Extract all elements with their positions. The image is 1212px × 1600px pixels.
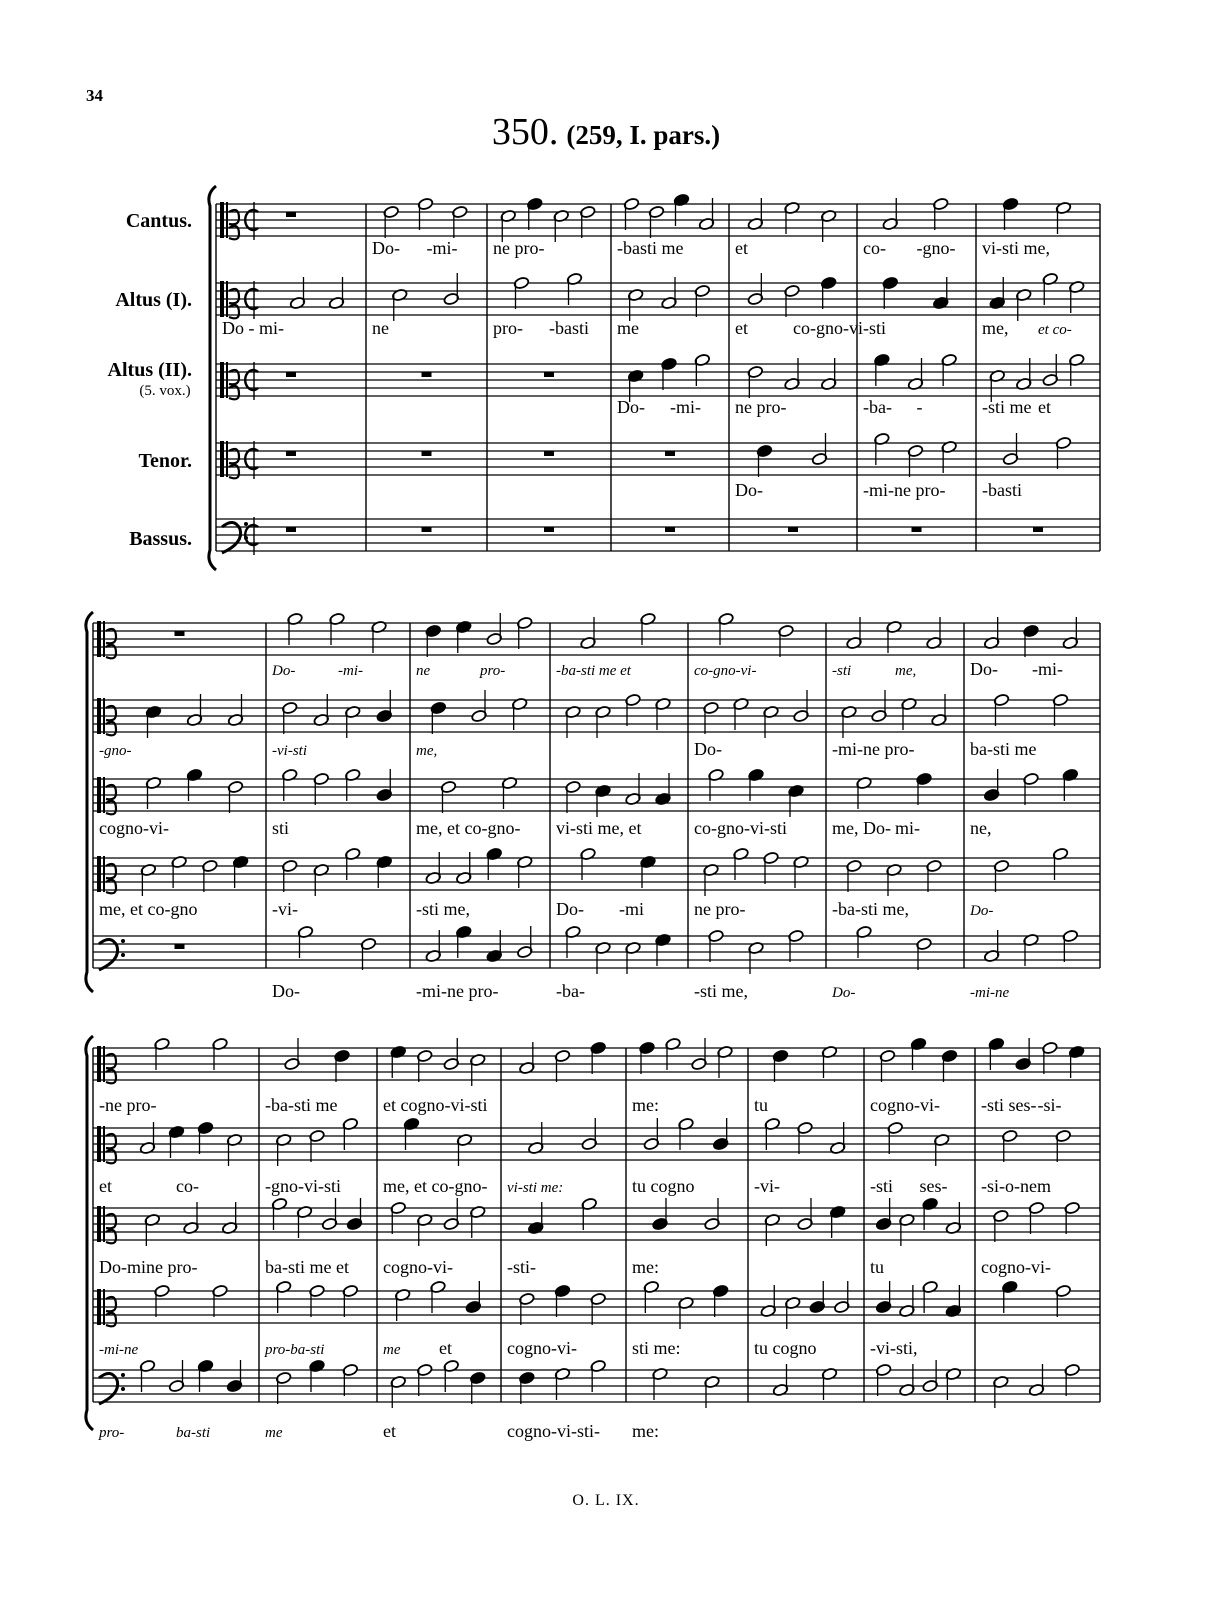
system-3-c-clef-thin: [103, 1126, 105, 1162]
system-3-lyric: tu: [870, 1257, 885, 1277]
system-3-c-clef-bar: [97, 1126, 101, 1162]
system-1-lyric: et: [735, 238, 748, 258]
system-3-c-clef-bar: [97, 1206, 101, 1242]
system-2-c-clef-curl: [106, 864, 116, 893]
system-3-lyric: vi-sti me:: [507, 1180, 564, 1196]
system-2-lyric: co-gno-vi-: [694, 663, 757, 679]
system-1-lyric: Do-: [735, 480, 763, 500]
system-1-lyric: -ba-: [863, 397, 892, 417]
system-3-lyric: -si-: [1037, 1095, 1062, 1115]
system-1-lyric: -basti me: [617, 238, 684, 258]
system-2-lyric: Do-: [694, 739, 722, 759]
system-2-lyric: -vi-: [272, 899, 298, 919]
system-2-lyric: sti: [272, 818, 290, 838]
system-1-lyric: ne pro-: [735, 397, 787, 417]
system-2-c-clef-bar: [97, 856, 101, 892]
system-1-lyric: Do-: [617, 397, 645, 417]
system-1-lyric: -mi-: [426, 238, 458, 258]
system-3-lyric: ba-sti me et: [265, 1257, 349, 1277]
system-1-c-clef-curl: [229, 210, 239, 239]
system-3-lyric: me: [265, 1425, 283, 1441]
voice-label-bassus: Bassus.: [129, 528, 192, 550]
system-2-lyric: me, et co-gno-: [416, 818, 521, 838]
system-1-lyric: -mi-ne pro-: [863, 480, 946, 500]
system-3-lyric: pro-: [99, 1425, 125, 1441]
system-1-f-clef-dot: [244, 522, 248, 526]
system-2-lyric: Do-: [272, 663, 296, 679]
system-1-lyric: me: [617, 318, 639, 338]
system-2-c-clef-thin: [103, 621, 105, 657]
system-1-rest: [286, 372, 296, 377]
system-1-c-clef-bar: [220, 281, 224, 317]
system-1-rest: [422, 527, 432, 532]
system-2-lyric: pro-: [480, 663, 506, 679]
system-1-lyric: -basti: [549, 318, 589, 338]
system-3-lyric: et: [383, 1421, 396, 1441]
system-2-lyric: me,: [895, 663, 917, 679]
system-3-c-clef-curl: [106, 1214, 116, 1243]
voice-label-cantus: Cantus.: [125, 210, 192, 232]
system-1-lyric: pro-: [493, 318, 523, 338]
system-3-c-clef-bar: [97, 1046, 101, 1082]
system-1-c-clef-curl: [229, 449, 239, 478]
system-3-lyric: et: [439, 1338, 452, 1358]
system-2-lyric: Do-: [970, 659, 998, 679]
system-1-lyric: vi-sti me,: [982, 238, 1050, 258]
system-2-lyric: ne: [416, 663, 431, 679]
system-1-rest: [422, 372, 432, 377]
system-3-lyric: me:: [632, 1257, 659, 1277]
system-1-lyric: co-gno-vi-sti: [793, 318, 886, 338]
system-1-rest: [286, 527, 296, 532]
system-3-lyric: me:: [632, 1095, 659, 1115]
system-2-lyric: -sti me,: [416, 899, 470, 919]
system-2-lyric: -ba-: [556, 981, 585, 1001]
system-1-lyric: -gno-: [916, 238, 956, 258]
system-1-lyric: Do - mi-: [222, 318, 284, 338]
system-3-c-clef-thin: [103, 1206, 105, 1242]
system-1-rest: [544, 451, 554, 456]
system-2-rest: [175, 631, 185, 636]
system-3-c-clef-bar: [97, 1289, 101, 1325]
system-3-lyric: cogno-vi-: [870, 1095, 940, 1115]
system-3-lyric: tu cogno: [754, 1338, 817, 1358]
system-3-lyric: tu: [754, 1095, 769, 1115]
system-2-lyric: me, et co-gno: [99, 899, 198, 919]
voice-label-altus-1: Altus (I).: [115, 289, 192, 311]
system-1-rest: [544, 527, 554, 532]
voice-label-altus-2: Altus (II).: [107, 359, 192, 381]
system-3-lyric: me, et co-gno-: [383, 1176, 488, 1196]
system-3-c-clef-curl: [106, 1054, 116, 1083]
system-3-lyric: -sti-: [507, 1257, 536, 1277]
system-1-c-clef-bar: [220, 202, 224, 238]
system-2-f-clef-dot: [121, 953, 125, 957]
system-2-lyric: -sti: [832, 663, 852, 679]
system-2-lyric: -mi-: [1032, 659, 1063, 679]
voice-label-tenor: Tenor.: [138, 450, 192, 472]
system-2-lyric: -ba-sti me et: [556, 663, 631, 679]
system-2-lyric: vi-sti me, et: [556, 818, 642, 838]
system-1-rest: [286, 451, 296, 456]
system-3-f-clef-dot: [121, 1373, 125, 1377]
system-2-c-clef-curl: [106, 629, 116, 658]
system-2-c-clef-bar: [97, 777, 101, 813]
system-1-rest: [788, 527, 798, 532]
system-3-lyric: ba-sti: [176, 1425, 211, 1441]
system-3-c-clef-curl: [106, 1297, 116, 1326]
system-3-lyric: -si-o-nem: [981, 1176, 1051, 1196]
system-2-brace: [86, 612, 93, 992]
system-3-lyric: tu cogno: [632, 1176, 695, 1196]
system-3-lyric: sti me:: [632, 1338, 681, 1358]
system-1-c-clef-bar: [220, 362, 224, 398]
system-1-lyric: et: [1038, 397, 1051, 417]
system-1-lyric: Do-: [372, 238, 400, 258]
system-2-c-clef-thin: [103, 777, 105, 813]
system-3-lyric: -gno-vi-sti: [265, 1176, 341, 1196]
system-2-lyric: Do-: [556, 899, 584, 919]
system-2-lyric: co-gno-vi-sti: [694, 818, 787, 838]
system-3-lyric: cogno-vi-: [383, 1257, 453, 1277]
piece-number: 350.: [491, 111, 559, 153]
system-1-c-clef-thin: [226, 281, 228, 317]
system-2-rest: [175, 944, 185, 949]
system-1-rest: [665, 451, 675, 456]
system-1-brace: [209, 186, 216, 570]
system-2-c-clef-thin: [103, 856, 105, 892]
system-3-lyric: me: [383, 1342, 401, 1358]
system-2-lyric: -ba-sti me,: [832, 899, 909, 919]
system-3-c-clef-thin: [103, 1289, 105, 1325]
system-3-lyric: cogno-vi-: [507, 1338, 577, 1358]
system-2-c-clef-curl: [106, 785, 116, 814]
system-2-lyric: cogno-vi-: [99, 818, 169, 838]
system-2-lyric: me, Do-: [832, 818, 891, 838]
system-2-lyric: Do-: [272, 981, 300, 1001]
system-1-lyric: -: [916, 397, 923, 417]
system-1-c-clef-thin: [226, 362, 228, 398]
system-1-lyric: et co-: [1038, 322, 1072, 338]
footer-signature: O. L. IX.: [572, 1492, 640, 1509]
system-1-rest: [422, 451, 432, 456]
system-1-rest: [912, 527, 922, 532]
system-1-c-clef-curl: [229, 289, 239, 318]
system-2-lyric: mi-: [895, 818, 920, 838]
system-2-lyric: -mi-ne pro-: [832, 739, 915, 759]
system-3-lyric: -sti ses-: [981, 1095, 1037, 1115]
system-3-lyric: Do-mine pro-: [99, 1257, 198, 1277]
system-2-lyric: ne,: [970, 818, 992, 838]
system-2-lyric: -mi: [619, 899, 644, 919]
system-2-c-clef-thin: [103, 698, 105, 734]
system-2-lyric: -gno-: [99, 743, 132, 759]
system-1-rest: [665, 527, 675, 532]
system-2-f-clef-dot: [121, 939, 125, 943]
system-3-lyric: -sti: [870, 1176, 894, 1196]
system-3-lyric: et cogno-vi-sti: [383, 1095, 488, 1115]
system-2-lyric: -vi-sti: [272, 743, 307, 759]
system-3-lyric: cogno-vi-: [981, 1257, 1051, 1277]
system-1-lyric: ne pro-: [493, 238, 545, 258]
system-3-lyric: co-: [176, 1176, 199, 1196]
piece-reference: (259, I. pars.): [566, 120, 721, 150]
system-2-c-clef-bar: [97, 698, 101, 734]
system-3-lyric: -ne pro-: [99, 1095, 157, 1115]
system-3-lyric: pro-ba-sti: [265, 1342, 325, 1358]
system-1-lyric: et: [735, 318, 748, 338]
system-2-lyric: ba-sti me: [970, 739, 1037, 759]
system-3-lyric: ses-: [919, 1176, 948, 1196]
system-3-lyric: -mi-ne: [99, 1342, 139, 1358]
system-1-rest: [286, 212, 296, 217]
system-3-lyric: -vi-: [754, 1176, 780, 1196]
system-3-c-clef-curl: [106, 1134, 116, 1163]
system-3-c-clef-thin: [103, 1046, 105, 1082]
system-3-lyric: cogno-vi-sti-: [507, 1421, 600, 1441]
system-1-c-clef-thin: [226, 202, 228, 238]
system-2-lyric: -mi-ne: [970, 985, 1010, 1001]
system-3-lyric: -vi-sti,: [870, 1338, 918, 1358]
system-2-c-clef-bar: [97, 621, 101, 657]
system-3-f-clef-dot: [121, 1387, 125, 1391]
system-3-brace: [86, 1036, 93, 1430]
system-2-lyric: -sti me,: [694, 981, 748, 1001]
system-1-c-clef-curl: [229, 370, 239, 399]
system-1-lyric: ne: [372, 318, 389, 338]
system-1-c-clef-bar: [220, 441, 224, 477]
system-1-rest: [1033, 527, 1043, 532]
system-1-lyric: me,: [982, 318, 1009, 338]
system-3-lyric: et: [99, 1176, 112, 1196]
system-2-lyric: -mi-: [338, 663, 363, 679]
system-1-lyric: co-: [863, 238, 886, 258]
system-2-c-clef-curl: [106, 706, 116, 735]
system-2-lyric: Do-: [970, 903, 994, 919]
system-1-lyric: -sti me: [982, 397, 1032, 417]
system-1-lyric: -mi-: [670, 397, 701, 417]
system-3-lyric: me:: [632, 1421, 659, 1441]
system-2-lyric: ne pro-: [694, 899, 746, 919]
page-number: 34: [86, 86, 103, 105]
voice-sub-altus-2: (5. vox.): [139, 383, 191, 399]
system-2-lyric: me,: [416, 743, 438, 759]
system-2-lyric: -mi-ne pro-: [416, 981, 499, 1001]
system-1-lyric: -basti: [982, 480, 1022, 500]
system-1-c-clef-thin: [226, 441, 228, 477]
system-1-rest: [544, 372, 554, 377]
system-3-lyric: -ba-sti me: [265, 1095, 338, 1115]
system-2-lyric: Do-: [832, 985, 856, 1001]
